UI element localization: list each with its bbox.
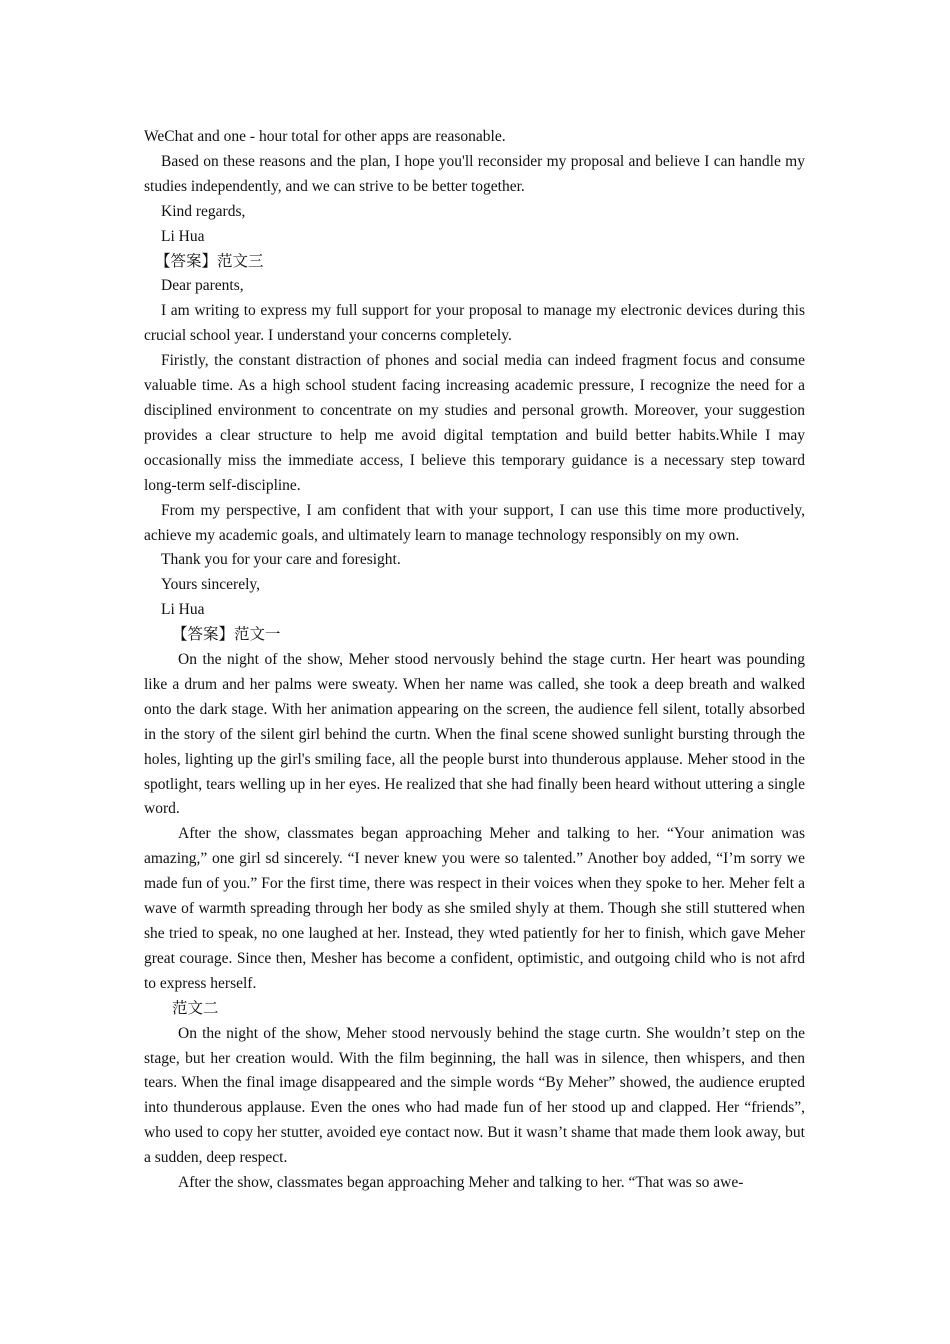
essay-two-paragraph-1: On the night of the show, Meher stood nervously behind the stage curtn. She wouldn’t step on the stage, but her creation would. With the film beginning, the hall was in silence, then whispers, and then tears. When the final image disappeared and the simple words “By Meher” showed, the audience erupted into thunderous applause. Even the ones who had made fun of her stood up and clapped. Her “friends”, who used to copy her stutter, avoided eye contact now. But it wasn’t shame that made them look away, but a sudden, deep respect. bbox=[144, 1024, 805, 1167]
essay-one-paragraph-1: On the night of the show, Meher stood nervously behind the stage curtn. Her heart was pounding like a drum and her palms were sweaty. When her name was called, she took a deep breath and walked onto the dark stage. With her animation appearing on the screen, the audience fell silent, totally absorbed in the story of the silent girl behind the curtn. When the final scene showed sunlight bursting through the holes, lighting up the girl's smiling face, all the people burst into thunderous applause. Meher stood in the spotlight, tears welling up in her eyes. He realized that she had finally been heard without uttering a single word. bbox=[144, 651, 805, 818]
letter-paragraph-1: I am writing to express my full support for your proposal to manage my electronic devices during this crucial school year. I understand your concerns completely. bbox=[144, 302, 805, 345]
letter-greeting: Dear parents, bbox=[161, 277, 244, 295]
letter-paragraph-2: Firistly, the constant distraction of phones and social media can indeed fragment focus and consume valuable time. As a high school student facing increasing academic pressure, I recognize the need for a disciplined environment to concentrate on my studies and personal growth. Moreover, your suggestion provides a clear structure to help me avoid digital temptation and build better habits.While I may occasionally miss the immediate access, I believe this temporary guidance is a necessary step toward long-term self-discipline. bbox=[144, 352, 805, 494]
letter-paragraph-3: From my perspective, I am confident that with your support, I can use this time more productively, achieve my academic goals, and ultimately learn to manage technology responsibly on my own. bbox=[144, 501, 805, 544]
document-page bbox=[144, 125, 805, 1196]
letter-signature-2: Li Hua bbox=[161, 601, 205, 619]
letter-regards: Kind regards, bbox=[161, 202, 246, 220]
letter-line-continuation: WeChat and one - hour total for other apps are reasonable. bbox=[144, 128, 506, 145]
essay-two-paragraph-2: After the show, classmates began approaching Meher and talking to her. “That was so awe- bbox=[178, 1174, 744, 1192]
letter-closing: Yours sincerely, bbox=[161, 576, 261, 594]
answer-label-essay-three: 【答案】范文三 bbox=[155, 252, 264, 270]
letter-thanks: Thank you for your care and foresight. bbox=[161, 551, 401, 569]
answer-label-essay-one: 【答案】范文一 bbox=[172, 626, 281, 644]
letter-closing-paragraph: Based on these reasons and the plan, I hope you'll reconsider my proposal and believe I can handle my studies independently, and we can strive to be better together. bbox=[144, 152, 805, 195]
letter-signature: Li Hua bbox=[161, 227, 205, 245]
answer-label-essay-two: 范文二 bbox=[172, 999, 219, 1017]
essay-one-paragraph-2: After the show, classmates began approaching Meher and talking to her. “Your animation was amazing,” one girl sd sincerely. “I never knew you were so talented.” Another boy added, “I’m sorry we made fun of you.” For the first time, there was respect in their voices when they spoke to her. Meher felt a wave of warmth spreading through her body as she smiled shyly at them. Though she still stuttered when she tried to speak, no one laughed at her. Instead, they wted patiently for her to finish, which gave Meher great courage. Since then, Mesher has become a confident, optimistic, and outgoing child who is not afrd to express herself. bbox=[144, 825, 805, 992]
